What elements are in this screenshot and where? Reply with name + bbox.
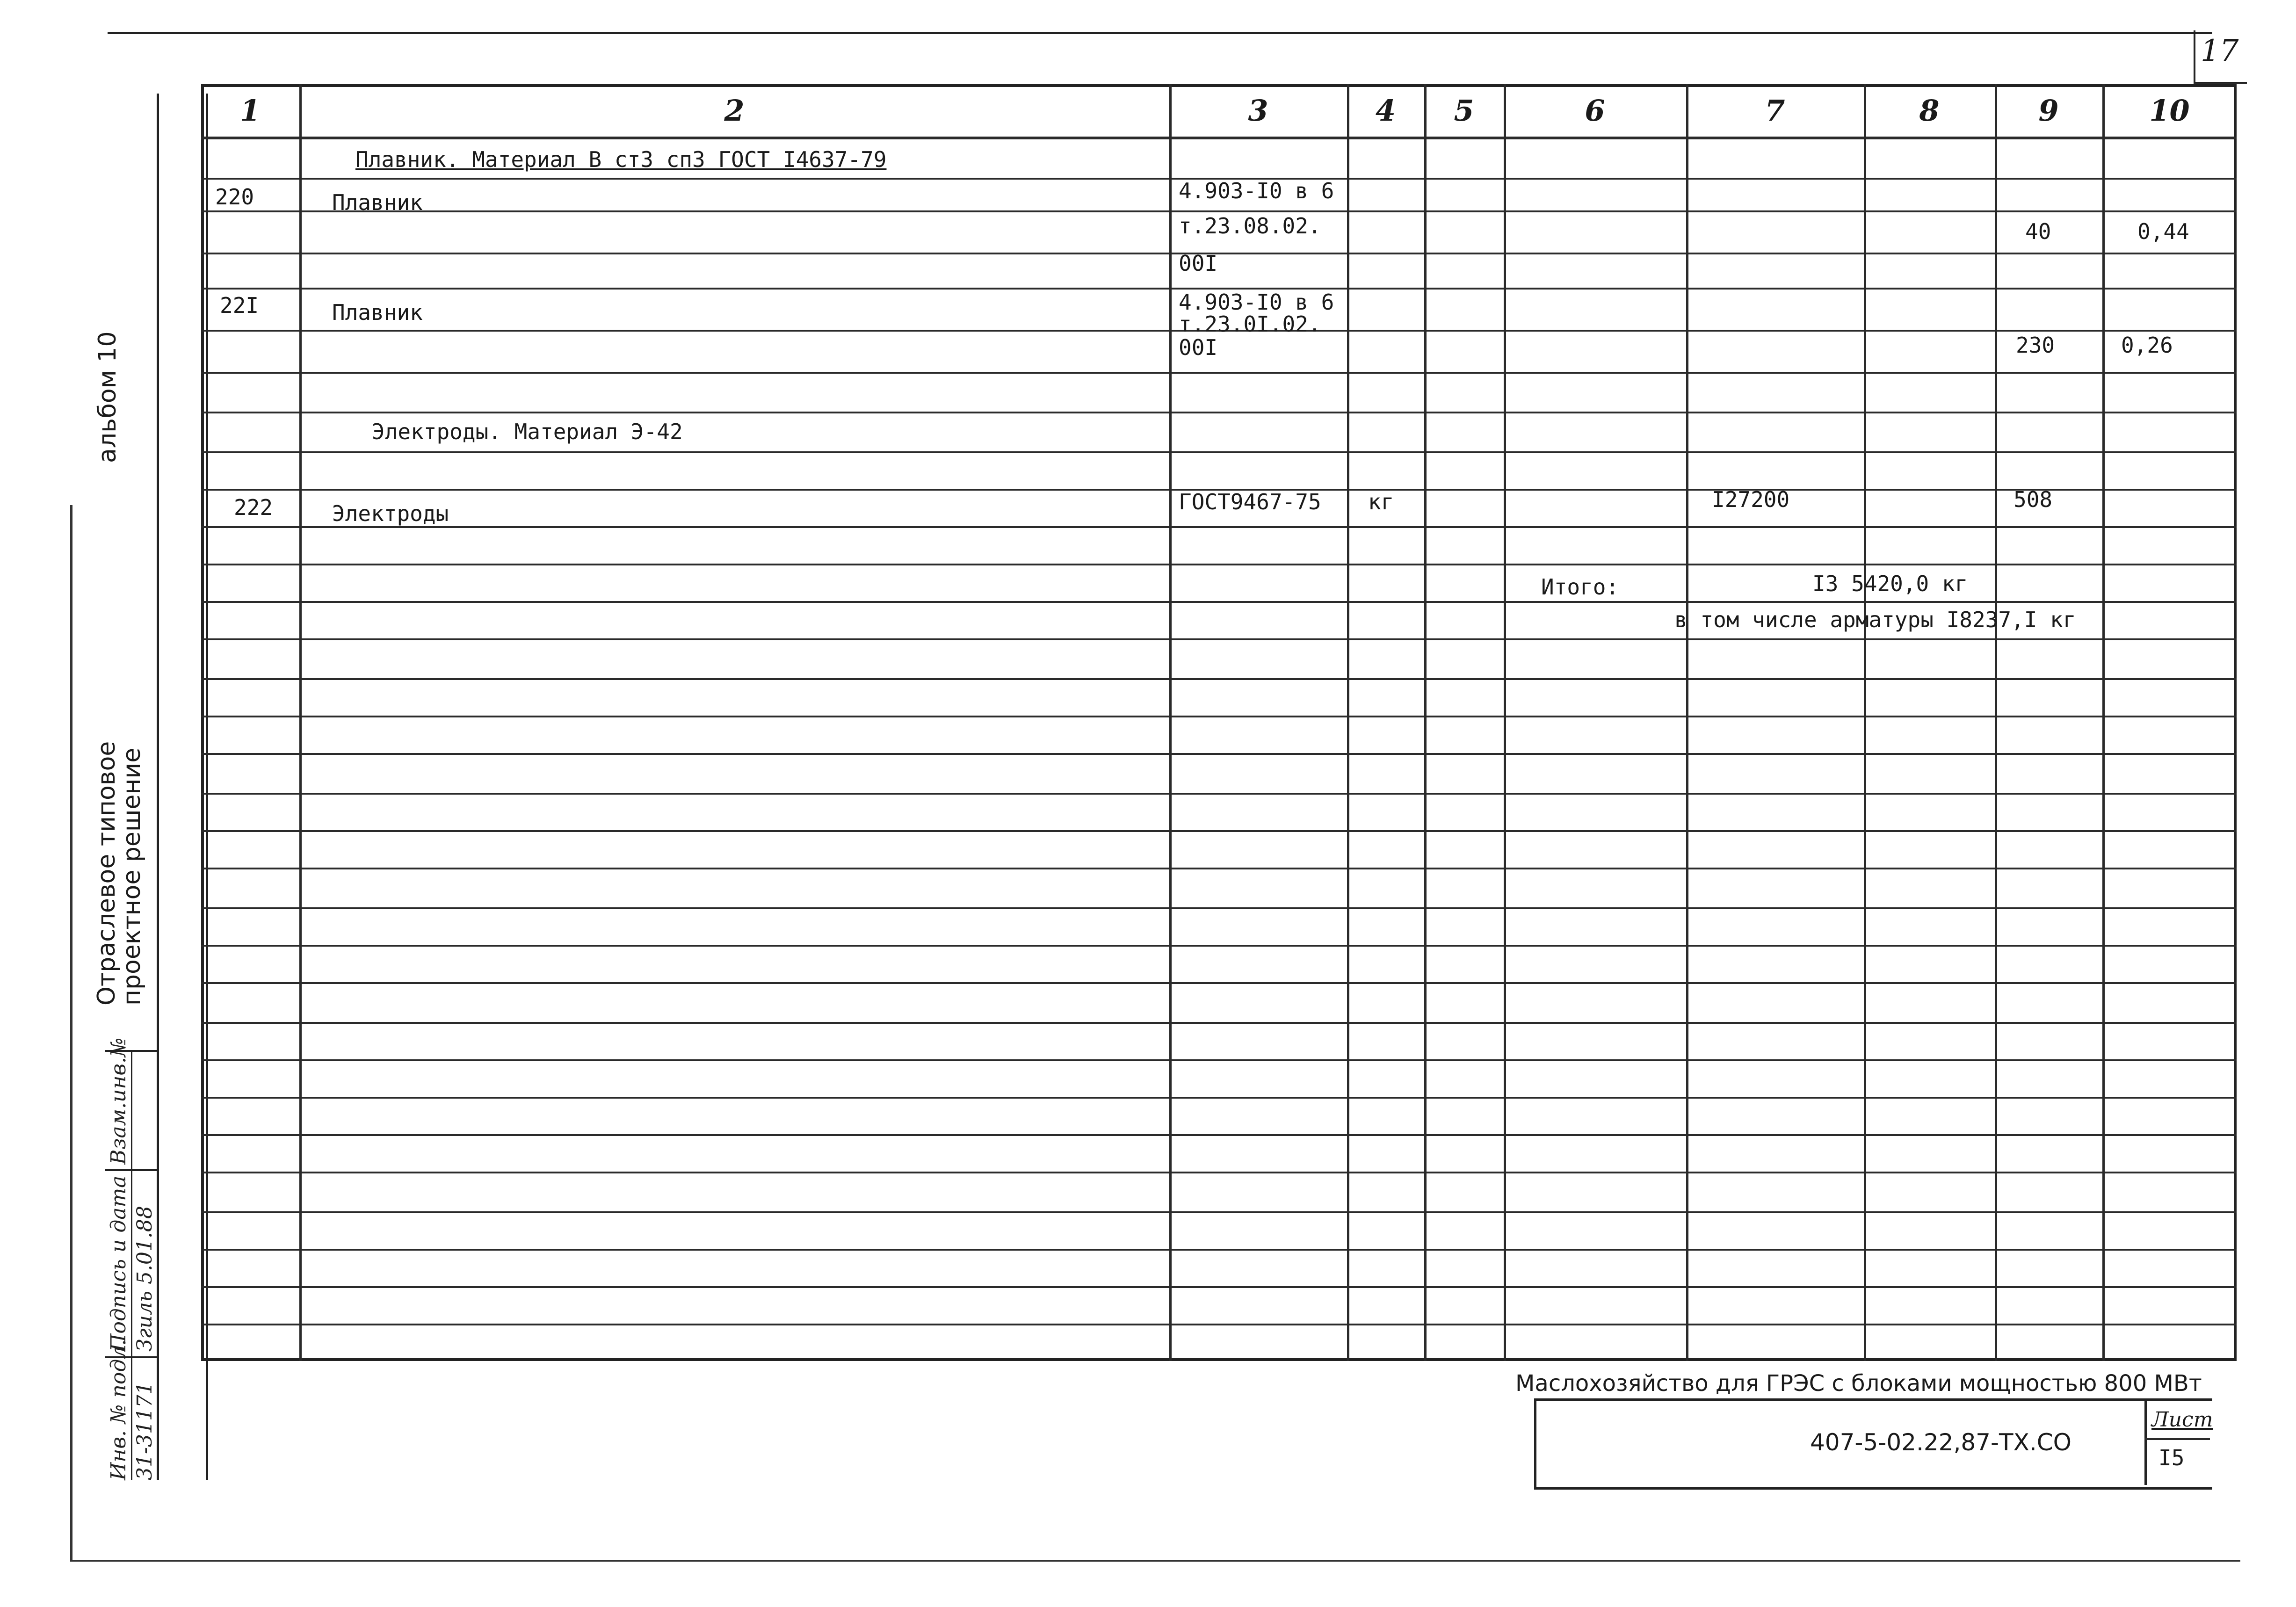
row-line: [201, 868, 2237, 869]
header-col-5: 5: [1454, 94, 1474, 128]
row-line: [201, 1059, 2237, 1061]
col-line-2: [1169, 84, 1172, 1361]
header-col-2: 2: [724, 94, 745, 128]
header-col-3: 3: [1248, 94, 1268, 128]
row-line: [201, 945, 2237, 947]
row-line: [201, 793, 2237, 795]
col-line-3: [1347, 84, 1349, 1361]
row-220-doc-line2: т.23.08.02.: [1179, 213, 1321, 239]
row-220-col9: 40: [2025, 219, 2051, 244]
row-line: [201, 1097, 2237, 1099]
frame-top-line: [108, 32, 2212, 34]
row-221-doc-line1: 4.903-I0 в 6: [1179, 290, 1334, 315]
row-222-col7: I27200: [1712, 487, 1790, 512]
frame-bottom-line: [70, 1560, 2240, 1562]
header-col-4: 4: [1375, 94, 1396, 128]
album-label: альбом 10: [94, 331, 122, 463]
row-221-position: 22I: [220, 293, 259, 318]
total-label: Итого:: [1541, 574, 1619, 600]
sign-date-value: Згиль 5.01.88: [133, 1206, 157, 1352]
sheet-label: Лист: [2151, 1408, 2213, 1432]
sheet-value: I5: [2158, 1445, 2185, 1470]
sheet-cell-divider: [2144, 1438, 2210, 1440]
specification-table: [201, 84, 2237, 1361]
col-line-6: [1686, 84, 1688, 1361]
row-line: [201, 982, 2237, 984]
row-line: [201, 526, 2237, 528]
row-220-doc-line1: 4.903-I0 в 6: [1179, 178, 1334, 203]
row-221-doc-line3: 00I: [1179, 335, 1218, 360]
row-line: [201, 638, 2237, 640]
col-line-1: [299, 84, 302, 1361]
header-col-1: 1: [240, 94, 261, 128]
col-line-7: [1864, 84, 1866, 1361]
row-line: [201, 1286, 2237, 1288]
row-220-position: 220: [215, 184, 254, 210]
row-220-name: Плавник: [332, 190, 423, 215]
row-line: [201, 716, 2237, 717]
row-line: [201, 1211, 2237, 1213]
section-heading-plavnik: Плавник. Материал В ст3 сп3 ГОСТ I4637-79: [355, 147, 887, 172]
stamp-divider-vertical: [131, 1050, 132, 1480]
row-line: [201, 253, 2237, 254]
col-line-5: [1504, 84, 1506, 1361]
row-221-col10: 0,26: [2121, 333, 2173, 358]
frame-left-line: [70, 505, 72, 1561]
row-line: [201, 451, 2237, 453]
row-line: [201, 1324, 2237, 1325]
header-bottom-line: [201, 137, 2237, 139]
row-222-position: 222: [234, 495, 273, 520]
sign-date-label: Подпись и дата: [107, 1175, 130, 1352]
row-line: [201, 372, 2237, 374]
row-221-name: Плавник: [332, 300, 423, 325]
row-line: [201, 1134, 2237, 1136]
replace-inv-label: Взам.инв.№: [107, 1037, 130, 1165]
row-222-name: Электроды: [332, 501, 449, 526]
row-line: [201, 678, 2237, 680]
total-note: в том числе арматуры I8237,I кг: [1674, 607, 2076, 632]
row-line: [201, 1172, 2237, 1173]
row-line: [201, 1249, 2237, 1251]
row-222-col9: 508: [2014, 487, 2053, 512]
total-value: I3 5420,0 кг: [1812, 571, 1968, 596]
side-strip: [157, 94, 208, 1480]
section-heading-electrodes: Электроды. Материал Э-42: [372, 419, 683, 444]
header-col-7: 7: [1765, 94, 1785, 128]
row-line: [201, 753, 2237, 755]
col-line-4: [1424, 84, 1427, 1361]
row-221-doc-line2: т.23.0I.02.: [1179, 311, 1321, 337]
col-line-8: [1995, 84, 1997, 1361]
row-line: [201, 564, 2237, 565]
row-221-col9: 230: [2016, 333, 2055, 358]
row-line: [201, 830, 2237, 832]
document-code: 407-5-02.22,87-ТХ.СО: [1810, 1429, 2071, 1456]
inv-original-label: Инв. № подл.: [107, 1339, 130, 1480]
row-line: [201, 601, 2237, 603]
row-222-doc: ГОСТ9467-75: [1179, 489, 1321, 514]
row-line: [201, 210, 2237, 212]
sheet-number: 17: [2201, 34, 2239, 68]
row-220-doc-line3: 00I: [1179, 251, 1218, 276]
row-line: [201, 907, 2237, 909]
row-line: [201, 412, 2237, 413]
row-line: [201, 1022, 2237, 1024]
header-col-6: 6: [1585, 94, 1605, 128]
solution-type-line1: Отраслевое типовое: [93, 741, 121, 1006]
inv-original-value: 31-31171: [133, 1382, 157, 1480]
row-220-col10: 0,44: [2137, 219, 2189, 244]
col-line-9: [2102, 84, 2105, 1361]
header-col-10: 10: [2149, 94, 2190, 128]
solution-type-line2: проектное решение: [118, 747, 146, 1006]
drawing-title: Маслохозяйство для ГРЭС с блоками мощностью 800 МВт: [1515, 1370, 2202, 1397]
header-col-9: 9: [2038, 94, 2059, 128]
header-col-8: 8: [1919, 94, 1940, 128]
row-222-unit: кг: [1368, 489, 1394, 514]
